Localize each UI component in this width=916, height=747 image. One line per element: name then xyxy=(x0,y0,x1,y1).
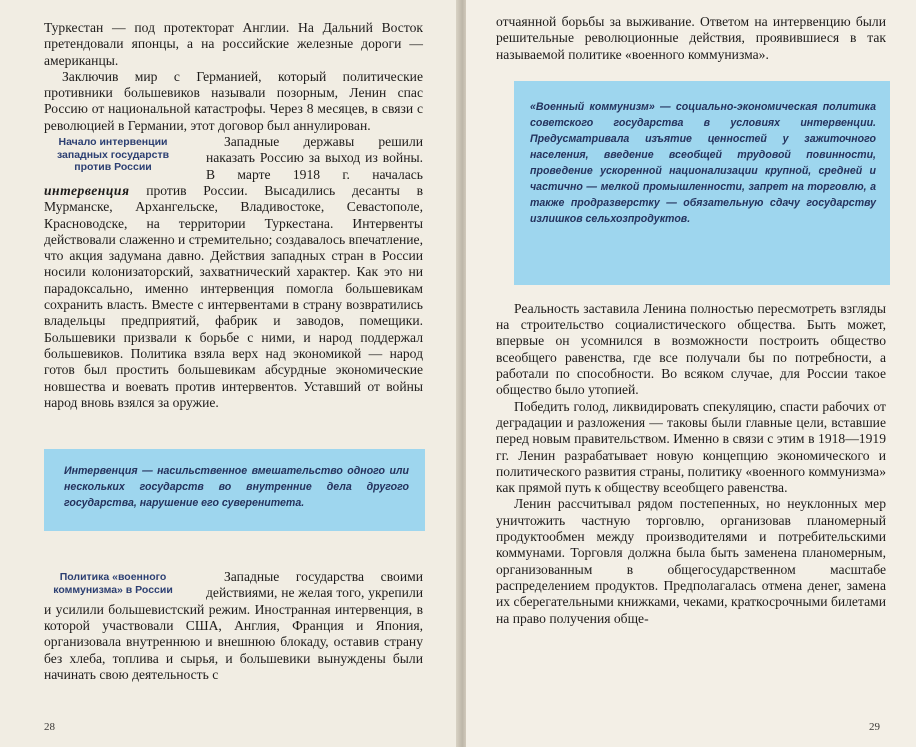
left-paragraph-3-start: Западные державы решили наказать Россию за выход из войны. В марте 1918 г. началась xyxy=(206,134,423,182)
right-paragraph-4: Ленин рассчитывал рядом постепенных, но неуклонных мер уничтожить частную торговлю, организовав планомерный продуктообмен между производителями и потребительскими коммунами. Торговля должна была быть заменена планомерным, организованным в общегосударственном масштабе распределением продуктов. Предполагалась отмена денег, замена их сберегательными книжками, чеками, краткосрочными билетами на право получения обще- xyxy=(496,496,886,626)
right-page xyxy=(466,0,916,747)
page-number-left: 28 xyxy=(44,721,55,733)
emphasis-intervention: интервенция xyxy=(44,182,130,198)
left-paragraph-2: Заключив мир с Германией, который политические противники большевиков называли позорным, Ленин спас Россию от национальной катастрофы. Через 8 месяцев, в связи с революцией в Германии, этот договор был аннулирован. xyxy=(44,68,423,133)
left-paragraph-3-end: против России. Высадились десанты в Мурманске, Архангельске, Владивостоке, Севастополе, Красноводске, на территории Туркестана. Интервенты действовали слаженно и стремительно; создавалось впечатление, что акция задумана давно. Действия западных стран в России носили колонизаторский, захватнический характер. Как это ни парадоксально, именно интервенция помогла большевикам сохранить власть. Вместе с интервентами в страну возвратились владельцы предприятий, фабрик и заводов, помещики. Большевики призвали к борьбе с ними, и народ поддержал большевиков. Политика взяла верх над экономикой — народ готов был простить большевикам абсурдные экономические новшества и воевать против интервентов. Уставший от войны народ вновь взялся за оружие. xyxy=(44,182,423,410)
sidehead-war-communism: Политика «военного коммунизма» в России xyxy=(53,571,173,596)
right-paragraph-1: отчаянной борьбы за выживание. Ответом на интервенцию были решительные революционные действия, проявившиеся в так называемой политике «военного коммунизма». xyxy=(496,14,886,62)
definition-box-war-communism: «Военный коммунизм» — социально-экономическая политика советского государства в условиях интервенции. Предусматривала изъятие ценностей у зажиточного населения, введение всеобщей трудовой повинности, проведение ускоренной национализации крупной, средней и частично — мелкой промышленности, запрет на торговлю, а также продразверстку — обязательную сдачу государству излишков сельхозпродуктов. xyxy=(514,81,890,285)
left-paragraph-3 xyxy=(44,134,423,411)
page-number-right: 29 xyxy=(869,721,880,733)
definition-box-intervention: Интервенция — насильственное вмешательство одного или нескольких государств во внутренние дела другого государства, нарушение его суверенитета. xyxy=(44,449,425,531)
sidehead-intervention-start: Начало интервенции западных государств против России xyxy=(56,136,170,174)
right-paragraph-3: Победить голод, ликвидировать спекуляцию, спасти рабочих от деградации и разложения — таковы были главные цели, вставшие перед новым правительством. Именно в связи с этим в 1918—1919 гг. Ленин разрабатывает новую концепцию экономического и политического развития страны, политику «военного коммунизма» как прямой путь к обществу всеобщего равенства. xyxy=(496,398,886,496)
left-paragraph-1: Туркестан — под протекторат Англии. На Дальний Восток претендовали японцы, а на российские железные дороги — американцы. xyxy=(44,20,423,68)
right-paragraph-2: Реальность заставила Ленина полностью пересмотреть взгляды на строительство социалистического общества. Быть может, впервые он усомнился в возможности построить общество всеобщего равенства, где все получали бы по потребности, а работали по способности. Во всяком случае, для России такое общество было утопией. xyxy=(496,300,886,398)
left-paragraph-4: Западные государства своими действиями, не желая того, укрепили и усилили большевистский режим. Иностранная интервенция, в которой участвовали США, Англия, Франция и Япония, организовала внутреннюю и внешнюю блокаду, оставив страну без хлеба, топлива и сырья, и большевики вынуждены были начинать свою деятельность с xyxy=(44,569,423,682)
